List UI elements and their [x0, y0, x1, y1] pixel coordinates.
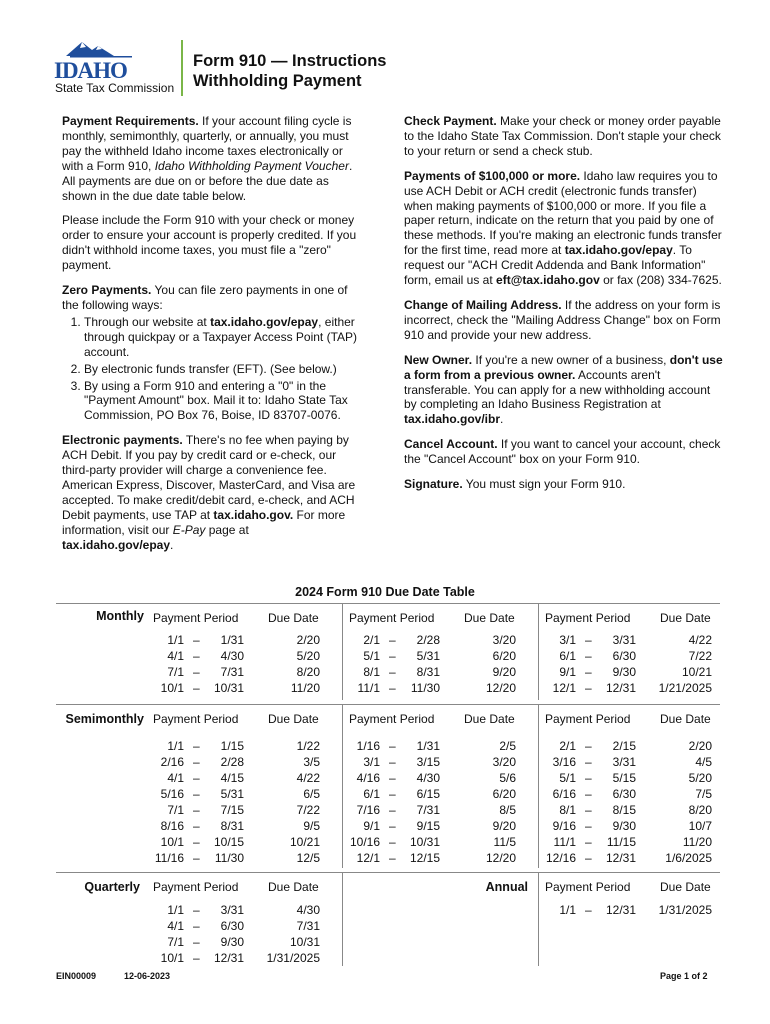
period-dash: –	[193, 903, 200, 917]
period-start: 12/1	[356, 851, 380, 865]
period-end: 12/15	[409, 851, 440, 865]
period-end: 4/30	[220, 649, 244, 663]
section-rule	[56, 872, 720, 873]
period-dash: –	[193, 851, 200, 865]
paragraph-text: page at	[205, 522, 249, 537]
period-end: 5/31	[220, 787, 244, 801]
period-start: 12/16	[545, 851, 576, 865]
due-date: 8/20	[296, 665, 320, 679]
period-start: 1/1	[167, 633, 184, 647]
period-dash: –	[585, 771, 592, 785]
period-start: 8/16	[160, 819, 184, 833]
due-date: 5/20	[296, 649, 320, 663]
column-divider	[538, 872, 539, 966]
column-divider	[342, 872, 343, 966]
period-dash: –	[585, 665, 592, 679]
logo-wordmark: IDAHO	[54, 58, 127, 83]
paragraph-text: .	[500, 412, 504, 427]
period-end: 6/30	[612, 787, 636, 801]
period-dash: –	[193, 819, 200, 833]
period-end: 8/15	[612, 803, 636, 817]
form-id: EIN00009	[56, 971, 97, 981]
period-end: 8/31	[416, 665, 440, 679]
due-date: 10/31	[289, 935, 320, 949]
list-item: 2. By electronic funds transfer (EFT). (See below.)	[84, 362, 362, 377]
due-date: 5/20	[688, 771, 712, 785]
paragraph-lead: Zero Payments.	[62, 283, 152, 298]
check-payment-paragraph	[404, 114, 726, 159]
period-end: 9/30	[612, 665, 636, 679]
period-end: 3/31	[612, 755, 636, 769]
period-end: 3/15	[416, 755, 440, 769]
period-dash: –	[389, 771, 396, 785]
period-start: 7/1	[167, 803, 184, 817]
period-start: 4/1	[167, 919, 184, 933]
section-label-quarterly: Quarterly	[84, 880, 140, 894]
period-start: 9/16	[552, 819, 576, 833]
column-header-period: Payment Period	[153, 611, 239, 625]
revision-date: 12-06-2023	[124, 971, 171, 981]
payment-requirements-paragraph	[62, 114, 362, 203]
due-date: 3/20	[492, 633, 516, 647]
due-date: 4/5	[695, 755, 712, 769]
column-header-period: Payment Period	[545, 880, 631, 894]
period-dash: –	[389, 787, 396, 801]
paragraph-text: or fax (208) 334-7625.	[599, 273, 722, 288]
due-date: 7/5	[695, 787, 712, 801]
due-date: 11/5	[493, 835, 516, 849]
due-date: 2/20	[296, 633, 320, 647]
period-dash: –	[193, 681, 200, 695]
paragraph-lead: Check Payment.	[404, 114, 497, 128]
new-owner-paragraph	[404, 353, 726, 428]
period-start: 11/1	[553, 835, 576, 849]
zero-payment-methods-list	[62, 315, 362, 423]
column-header-due-date: Due Date	[660, 712, 711, 726]
list-item: 3. By using a Form 910 and entering a "0" in the "Payment Amount" box. Mail it to: Idaho State Tax Commission, PO Box 76, Boise, ID 83707-0076.	[84, 379, 362, 424]
epay-link[interactable]: tax.idaho.gov/epay	[210, 314, 319, 329]
due-date: 1/22	[296, 739, 320, 753]
period-start: 5/1	[363, 649, 380, 663]
due-date: 11/20	[682, 835, 712, 849]
period-start: 6/16	[552, 787, 576, 801]
period-end: 10/15	[213, 835, 244, 849]
period-start: 4/16	[356, 771, 380, 785]
due-date: 7/22	[296, 803, 320, 817]
include-form-paragraph: Please include the Form 910 with your check or money order to ensure your account is properly credited. If you didn't withhold income taxes, you must file a "zero" payment.	[62, 213, 357, 273]
period-start: 9/1	[559, 665, 576, 679]
column-header-due-date: Due Date	[464, 712, 515, 726]
period-end: 12/31	[605, 903, 636, 917]
paragraph-emphasis: don't use a form from a previous owner.	[404, 352, 723, 382]
section-label-monthly: Monthly	[96, 609, 144, 623]
electronic-payments-paragraph	[62, 433, 362, 552]
due-date: 4/22	[296, 771, 320, 785]
column-divider	[538, 603, 539, 700]
due-date: 5/6	[499, 771, 516, 785]
period-start: 6/1	[559, 649, 576, 663]
due-date: 7/31	[296, 919, 320, 933]
period-start: 3/1	[559, 633, 576, 647]
paragraph-lead: Payments of $100,000 or more.	[404, 168, 581, 183]
period-dash: –	[389, 649, 396, 663]
period-end: 8/31	[220, 819, 244, 833]
period-end: 11/30	[214, 851, 244, 865]
paragraph-text: . All payments are due on or before the due date as shown in the due date table below.	[62, 158, 353, 203]
period-dash: –	[585, 681, 592, 695]
due-date: 7/22	[688, 649, 712, 663]
period-end: 7/15	[220, 803, 244, 817]
period-end: 9/30	[220, 935, 244, 949]
period-end: 12/31	[605, 851, 636, 865]
period-start: 8/1	[559, 803, 576, 817]
period-start: 4/1	[167, 649, 184, 663]
period-dash: –	[585, 903, 592, 917]
due-date: 2/20	[688, 739, 712, 753]
paragraph-lead: New Owner.	[404, 352, 473, 367]
column-header-due-date: Due Date	[268, 880, 319, 894]
right-column	[404, 114, 726, 502]
period-dash: –	[585, 819, 592, 833]
due-date: 9/20	[492, 819, 516, 833]
paragraph-text: If your account filing cycle is monthly, semimonthly, quarterly, or annually, you must pay the withheld Idaho income taxes electronically or with a Form 910,	[62, 114, 352, 173]
column-header-period: Payment Period	[153, 880, 239, 894]
period-start: 6/1	[363, 787, 380, 801]
period-start: 11/1	[357, 681, 380, 695]
section-rule	[56, 603, 720, 604]
ibr-link[interactable]: tax.idaho.gov/ibr	[404, 412, 501, 427]
period-start: 11/16	[154, 851, 184, 865]
large-payments-paragraph	[404, 169, 726, 288]
due-date: 4/22	[688, 633, 712, 647]
period-dash: –	[193, 649, 200, 663]
period-dash: –	[193, 803, 200, 817]
paragraph-lead: Signature.	[404, 477, 463, 492]
due-date: 1/6/2025	[665, 851, 712, 865]
period-dash: –	[193, 935, 200, 949]
period-start: 5/16	[160, 787, 184, 801]
period-start: 7/16	[356, 803, 380, 817]
section-label-annual: Annual	[485, 880, 528, 894]
column-header-period: Payment Period	[545, 712, 631, 726]
period-end: 10/31	[409, 835, 440, 849]
column-header-due-date: Due Date	[660, 880, 711, 894]
period-dash: –	[193, 633, 200, 647]
period-dash: –	[193, 919, 200, 933]
due-date: 3/5	[303, 755, 320, 769]
list-text: Through our website at	[84, 314, 211, 329]
period-end: 6/15	[416, 787, 440, 801]
period-start: 5/1	[559, 771, 576, 785]
column-header-period: Payment Period	[545, 611, 631, 625]
column-header-period: Payment Period	[349, 712, 435, 726]
list-item	[84, 315, 362, 360]
period-end: 2/28	[220, 755, 244, 769]
signature-paragraph	[404, 477, 726, 492]
zero-payments-paragraph	[62, 283, 362, 313]
epay-link[interactable]: tax.idaho.gov/epay	[564, 243, 673, 258]
due-date: 2/5	[499, 739, 516, 753]
period-dash: –	[193, 787, 200, 801]
period-dash: –	[389, 851, 396, 865]
period-dash: –	[389, 739, 396, 753]
period-end: 3/31	[612, 633, 636, 647]
paragraph-text: Make your check or money order payable to the Idaho State Tax Commission. Don't staple your check to your return or send a check stub.	[404, 114, 721, 158]
cancel-account-paragraph	[404, 437, 726, 467]
paragraph-text: If you want to cancel your account, check the "Cancel Account" box on your Form 910.	[404, 437, 721, 467]
due-date: 9/5	[303, 819, 320, 833]
period-start: 12/1	[552, 681, 576, 695]
column-header-due-date: Due Date	[464, 611, 515, 625]
due-date: 6/5	[303, 787, 320, 801]
period-dash: –	[193, 835, 200, 849]
period-dash: –	[193, 739, 200, 753]
period-end: 9/15	[416, 819, 440, 833]
due-date: 10/21	[681, 665, 712, 679]
paragraph-lead: Cancel Account.	[404, 437, 498, 452]
period-start: 2/16	[160, 755, 184, 769]
page-subtitle: Withholding Payment	[193, 72, 362, 90]
section-label-semimonthly: Semimonthly	[65, 712, 144, 726]
due-date: 10/21	[289, 835, 320, 849]
paragraph-lead: Payment Requirements.	[62, 114, 199, 128]
paragraph-text: .	[170, 537, 174, 552]
column-divider	[342, 603, 343, 700]
header-divider	[181, 40, 183, 96]
period-start: 8/1	[363, 665, 380, 679]
due-date-table-title: 2024 Form 910 Due Date Table	[295, 585, 475, 599]
period-dash: –	[585, 649, 592, 663]
period-start: 1/1	[559, 903, 576, 917]
period-start: 4/1	[167, 771, 184, 785]
due-date: 10/7	[688, 819, 712, 833]
period-end: 4/30	[416, 771, 440, 785]
period-dash: –	[585, 787, 592, 801]
period-start: 9/1	[363, 819, 380, 833]
change-address-paragraph	[404, 298, 726, 343]
period-end: 6/30	[220, 919, 244, 933]
period-dash: –	[389, 633, 396, 647]
due-date: 3/20	[492, 755, 516, 769]
period-end: 11/15	[606, 835, 636, 849]
paragraph-text: If the address on your form is incorrect, check the "Mailing Address Change" box on Form 910 and provide your new address.	[404, 297, 721, 342]
due-date: 1/31/2025	[658, 903, 712, 917]
period-end: 10/31	[213, 681, 244, 695]
due-date: 11/20	[290, 681, 320, 695]
column-header-period: Payment Period	[349, 611, 435, 625]
period-start: 1/16	[356, 739, 380, 753]
period-start: 10/1	[160, 681, 184, 695]
list-text: , either through quickpay or a Taxpayer Access Point (TAP) account.	[84, 314, 358, 359]
period-dash: –	[389, 835, 396, 849]
section-rule	[56, 704, 720, 705]
period-dash: –	[585, 851, 592, 865]
due-date: 12/20	[485, 681, 516, 695]
page-number: Page 1 of 2	[660, 971, 708, 981]
column-header-period: Payment Period	[153, 712, 239, 726]
period-dash: –	[389, 755, 396, 769]
period-end: 7/31	[220, 665, 244, 679]
due-date: 1/31/2025	[266, 951, 320, 965]
due-date: 4/30	[296, 903, 320, 917]
period-end: 2/28	[416, 633, 440, 647]
column-divider	[538, 704, 539, 868]
voucher-name: Idaho Withholding Payment Voucher	[154, 158, 349, 173]
paragraph-text: Accounts aren't transferable. You can apply for a new withholding account by completing an Idaho Business Registration at	[404, 367, 711, 412]
period-end: 5/31	[416, 649, 440, 663]
period-end: 1/31	[220, 633, 244, 647]
paragraph-text: You must sign your Form 910.	[462, 477, 626, 492]
period-start: 7/1	[167, 665, 184, 679]
due-date: 6/20	[492, 787, 516, 801]
period-dash: –	[585, 835, 592, 849]
period-dash: –	[193, 665, 200, 679]
due-date: 8/5	[499, 803, 516, 817]
period-end: 7/31	[416, 803, 440, 817]
epay-name: E-Pay	[172, 522, 206, 537]
period-dash: –	[389, 819, 396, 833]
due-date: 6/20	[492, 649, 516, 663]
due-date: 12/20	[485, 851, 516, 865]
column-header-due-date: Due Date	[660, 611, 711, 625]
page-title: Form 910 — Instructions	[193, 52, 387, 70]
period-dash: –	[193, 771, 200, 785]
period-start: 10/16	[349, 835, 380, 849]
period-start: 10/1	[160, 835, 184, 849]
paragraph-text: If you're a new owner of a business,	[472, 352, 670, 367]
period-end: 1/31	[416, 739, 440, 753]
period-end: 9/30	[612, 819, 636, 833]
period-start: 10/1	[160, 951, 184, 965]
period-dash: –	[389, 681, 396, 695]
due-date: 12/5	[296, 851, 320, 865]
period-end: 5/15	[612, 771, 636, 785]
period-start: 1/1	[167, 903, 184, 917]
period-dash: –	[193, 951, 200, 965]
column-header-due-date: Due Date	[268, 611, 319, 625]
period-dash: –	[585, 633, 592, 647]
due-date: 1/21/2025	[658, 681, 712, 695]
due-date: 8/20	[688, 803, 712, 817]
period-dash: –	[585, 803, 592, 817]
period-start: 1/1	[167, 739, 184, 753]
period-end: 6/30	[612, 649, 636, 663]
paragraph-text: Idaho law requires you to use ACH Debit or ACH credit (electronic funds transfer) when making payments of $100,000 or more. If you file a paper return, indicate on the return that you paid by one of these methods. If you're making an electronic funds transfer for the first time, read more at	[404, 168, 722, 258]
left-column	[62, 114, 362, 562]
period-dash: –	[389, 665, 396, 679]
paragraph-text: . To request our "ACH Credit Addenda and Bank Information" form, email us at	[404, 243, 706, 288]
period-end: 11/30	[410, 681, 440, 695]
period-start: 2/1	[363, 633, 380, 647]
column-header-due-date: Due Date	[268, 712, 319, 726]
paragraph-lead: Electronic payments.	[62, 433, 183, 448]
period-dash: –	[585, 739, 592, 753]
logo-subtitle: State Tax Commission	[55, 81, 175, 95]
paragraph-text: For more information, visit our	[62, 507, 346, 537]
period-end: 2/15	[612, 739, 636, 753]
period-dash: –	[585, 755, 592, 769]
period-end: 4/15	[220, 771, 244, 785]
period-end: 3/31	[220, 903, 244, 917]
period-start: 3/16	[552, 755, 576, 769]
eft-email-link[interactable]: eft@tax.idaho.gov	[496, 273, 600, 288]
period-dash: –	[193, 755, 200, 769]
period-end: 12/31	[213, 951, 244, 965]
due-date: 9/20	[492, 665, 516, 679]
paragraph-text: You can file zero payments in one of the following ways:	[62, 283, 348, 312]
paragraph-lead: Change of Mailing Address.	[404, 297, 562, 312]
period-start: 7/1	[167, 935, 184, 949]
column-divider	[342, 704, 343, 868]
period-end: 12/31	[605, 681, 636, 695]
period-dash: –	[389, 803, 396, 817]
period-end: 1/15	[220, 739, 244, 753]
period-start: 2/1	[559, 739, 576, 753]
paragraph-text: There's no fee when paying by ACH Debit. If you pay by credit card or e-check, our third-party provider will charge a convenience fee. American Express, Discover, MasterCard, and Visa are accepted. To make credit/debit card, e-check, and ACH Debit payments, use TAP at	[62, 433, 356, 522]
tax-idaho-link[interactable]: tax.idaho.gov.	[213, 507, 294, 522]
epay-link[interactable]: tax.idaho.gov/epay	[62, 537, 171, 552]
period-start: 3/1	[363, 755, 380, 769]
